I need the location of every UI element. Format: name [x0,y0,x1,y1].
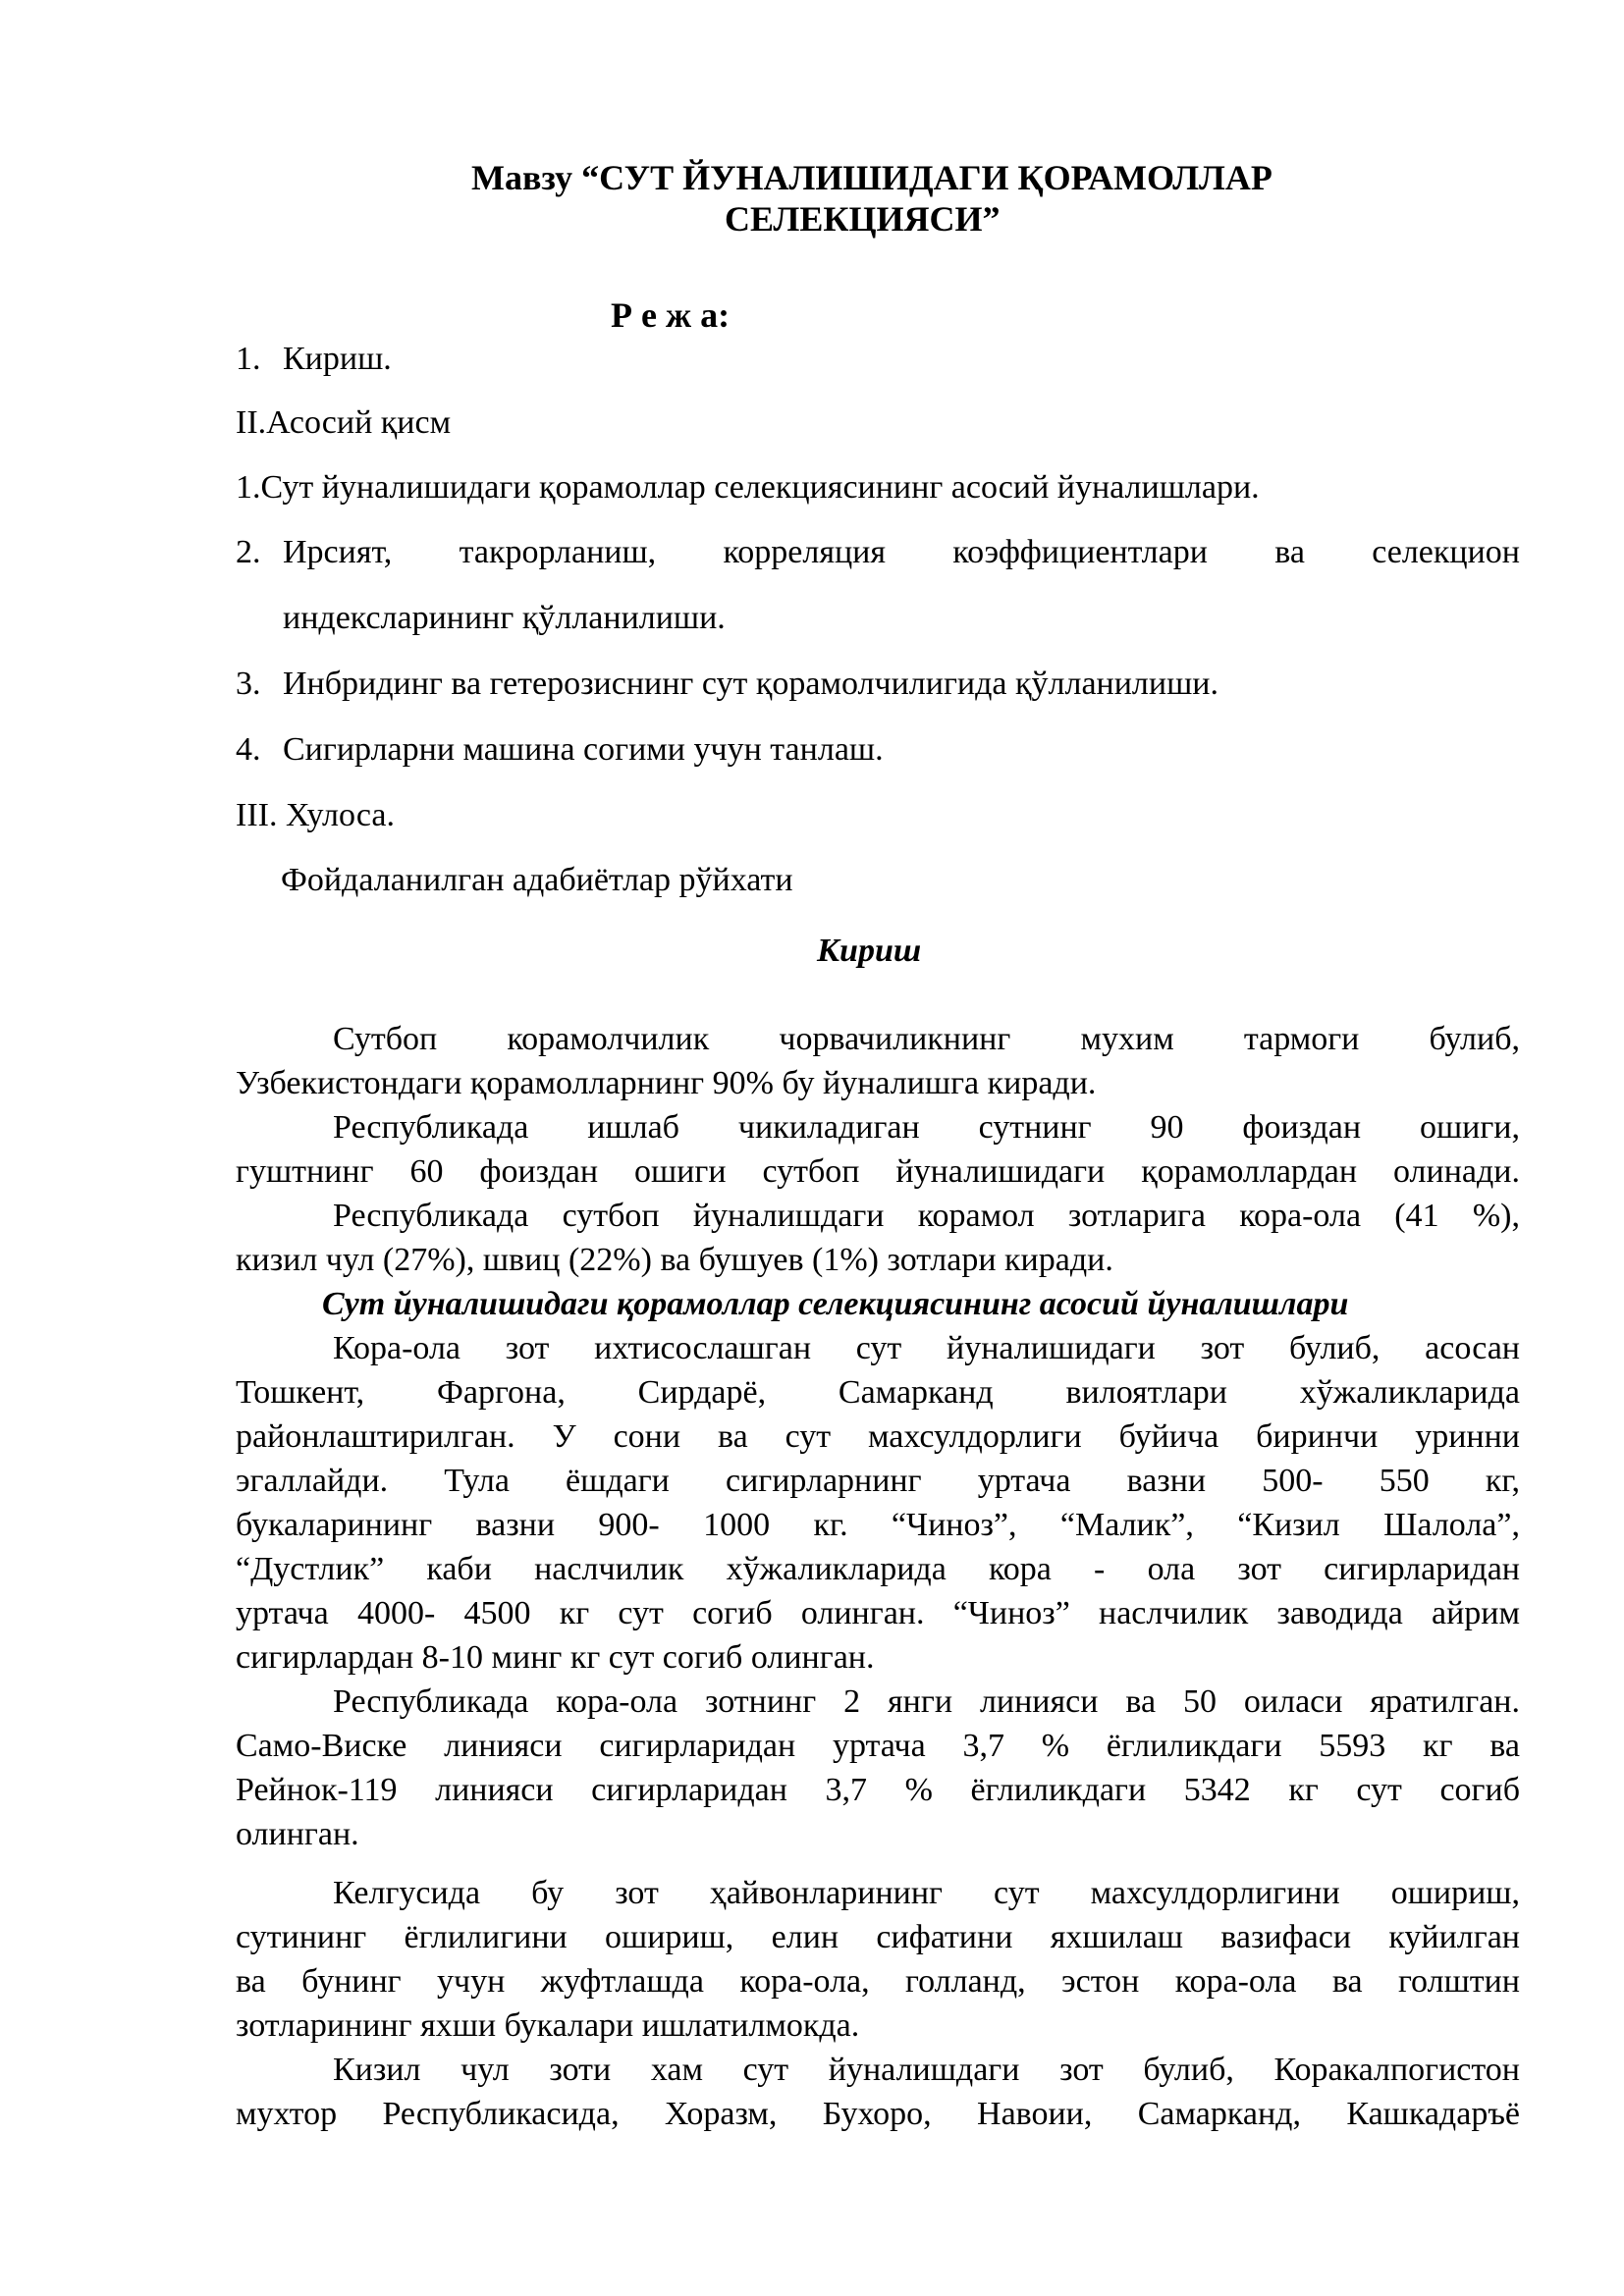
plan-heading: Р е ж а: [611,295,731,335]
plan-item-num: 1. [236,341,261,377]
plan-item-4-line-1: Ирсият, такрорланиш, корреляция коэффициентлари ва селекцион [283,534,1520,570]
title-line-2: СЕЛЕКЦИЯСИ” [725,199,1001,239]
section-line: Рейнок-119 линияси сигирларидан 3,7 % ёглиликдаги 5342 кг сут согиб [236,1772,1520,1808]
section-line: сигирлардан 8-10 минг кг сут согиб олинган. [236,1639,875,1676]
section-line: Тошкент, Фаргона, Сирдарё, Самарканд вилоятлари хўжаликларида [236,1374,1520,1411]
section-line: зотларининг яхши букалари ишлатилмокда. [236,2007,860,2044]
section-line: Республикада кора-ола зотнинг 2 янги линияси ва 50 оиласи яратилган. [333,1683,1520,1720]
intro-line: Узбекистондаги қорамолларнинг 90% бу йуналишга киради. [236,1065,1097,1101]
plan-item-2: II.Асосий қисм [236,404,452,441]
section-line: уртача 4000- 4500 кг сут согиб олинган. “Чиноз” наслчилик заводида айрим [236,1595,1520,1631]
section-line: эгаллайди. Тула ёшдаги сигирларнинг уртача вазни 500- 550 кг, [236,1463,1520,1499]
plan-item-num: 3. [236,666,261,702]
intro-line: Сутбоп корамолчилик чорвачиликнинг мухим тармоги булиб, [333,1021,1520,1057]
plan-item-8: Фойдаланилган адабиётлар рўйхати [281,862,793,898]
section-line: Кора-ола зот ихтисослашган сут йуналишидаги зот булиб, асосан [333,1330,1520,1366]
section-line: Само-Виске линияси сигирларидан уртача 3,7 % ёглиликдаги 5593 кг ва [236,1728,1520,1764]
section-line: олинган. [236,1816,359,1852]
plan-item-num: 2. [236,534,261,570]
section-line: мухтор Республикасида, Хоразм, Бухоро, Навоии, Самарканд, Кашкадаръё [236,2096,1520,2132]
section-line: букаларининг вазни 900- 1000 кг. “Чиноз”, “Малик”, “Кизил Шалола”, [236,1507,1520,1543]
section-line: сутининг ёглилигини ошириш, елин сифатини яхшилаш вазифаси куйилган [236,1919,1520,1955]
plan-item-6: Сигирларни машина согими учун танлаш. [283,731,884,768]
intro-line: Республикада ишлаб чикиладиган сутнинг 90 фоиздан ошиги, [333,1109,1520,1146]
intro-line: гуштнинг 60 фоиздан ошиги сутбоп йуналишидаги қорамоллардан олинади. [236,1153,1520,1190]
plan-item-num: 4. [236,731,261,768]
intro-line: Республикада сутбоп йуналишдаги корамол зотларига кора-ола (41 %), [333,1198,1520,1234]
section-line: “Дустлик” каби наслчилик хўжаликларида кора - ола зот сигирларидан [236,1551,1520,1587]
plan-item-7: III. Хулоса. [236,797,395,833]
section-line: районлаштирилган. У сони ва сут махсулдорлиги буйича биринчи уринни [236,1418,1520,1455]
plan-item-1: Кириш. [283,341,392,377]
plan-item-5: Инбридинг ва гетерозиснинг сут қорамолчилигида қўлланилиши. [283,666,1218,702]
plan-item-3: 1.Сут йуналишидаги қорамоллар селекциясининг асосий йуналишлари. [236,469,1260,506]
section-line: Келгусида бу зот ҳайвонларининг сут махсулдорлигини ошириш, [333,1875,1520,1911]
intro-line: кизил чул (27%), швиц (22%) ва бушуев (1%) зотлари киради. [236,1242,1113,1278]
plan-item-4-line-2: индексларининг қўлланилиши. [283,600,726,636]
section-line: ва бунинг учун жуфтлашда кора-ола, голланд, эстон кора-ола ва голштин [236,1963,1520,2000]
intro-heading: Кириш [817,933,922,969]
title-line-1: Мавзу “СУТ ЙУНАЛИШИДАГИ ҚОРАМОЛЛАР [471,158,1272,197]
section-heading: Сут йуналишидаги қорамоллар селекциясининг асосий йуналишлари [322,1286,1349,1322]
section-line: Кизил чул зоти хам сут йуналишдаги зот булиб, Коракалпогистон [333,2052,1520,2088]
